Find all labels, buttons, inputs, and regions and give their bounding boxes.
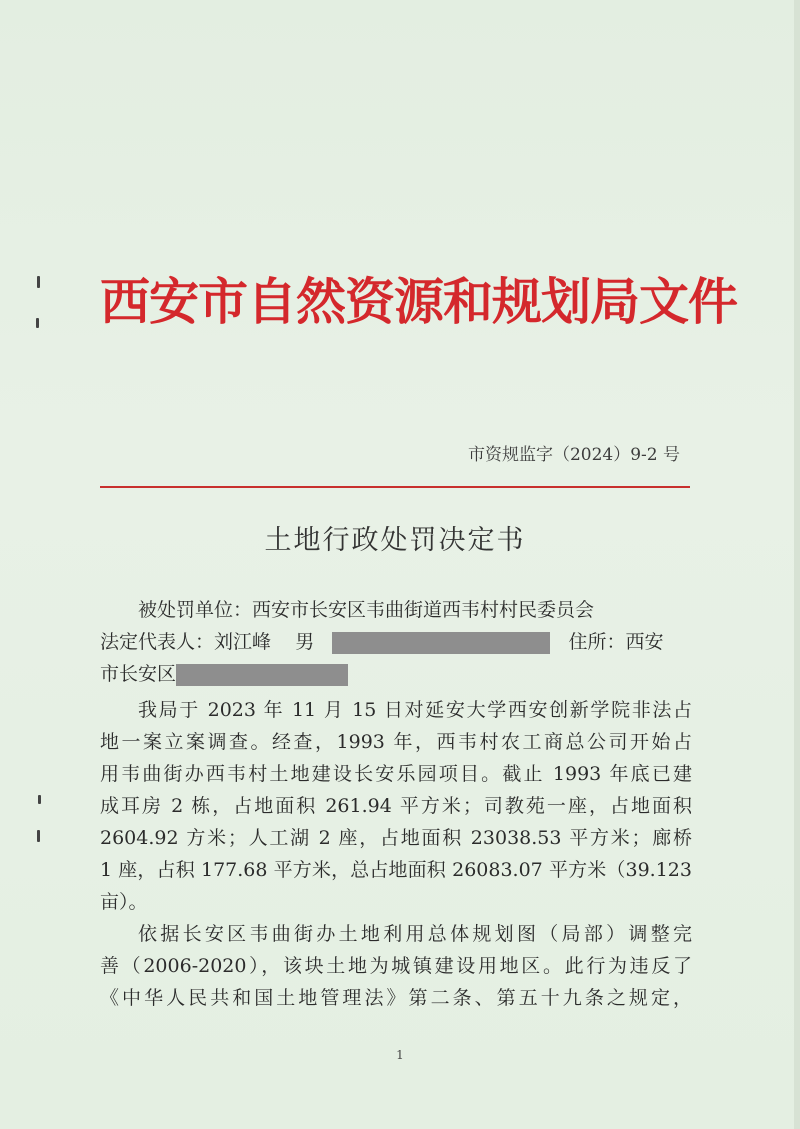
address-label: 住所： (568, 631, 626, 653)
address-line (100, 658, 692, 690)
document-number: 市资规监字（2024）9-2 号 (467, 445, 680, 465)
paragraph-line: 地一案立案调查。经查，1993 年，西韦村农工商总公司开始占 (100, 731, 692, 753)
paragraph-line: 我局于 2023 年 11 月 15 日对延安大学西安创新学院非法占 (138, 699, 692, 721)
red-divider (100, 486, 690, 488)
binding-mark (37, 830, 40, 842)
paragraph-line: 1 座，占积 177.68 平方米，总占地面积 26083.07 平方米（39.123 (100, 859, 692, 881)
binding-mark (38, 795, 41, 804)
address-cont: 市长安区 (100, 663, 177, 685)
binding-mark (37, 276, 40, 288)
document-title: 土地行政处罚决定书 (264, 525, 526, 556)
paragraph-line: 依据长安区韦曲街办土地利用总体规划图（局部）调整完 (138, 923, 692, 945)
paragraph-2 (100, 918, 692, 1014)
party-name: 西安市长安区韦曲街道西韦村村民委员会 (252, 599, 595, 621)
paragraph-line: 成耳房 2 栋，占地面积 261.94 平方米；司教苑一座，占地面积 (100, 795, 692, 817)
rep-name: 刘江峰 (214, 631, 272, 653)
party-line (100, 594, 692, 626)
rep-label: 法定代表人： (100, 631, 215, 653)
rep-gender: 男 (295, 631, 315, 653)
party-label: 被处罚单位： (138, 599, 253, 621)
paragraph-line: 《中华人民共和国土地管理法》第二条、第五十九条之规定， (100, 987, 692, 1009)
agency-title: 西安市自然资源和规划局文件 (100, 272, 737, 331)
paragraph-line: 亩）。 (100, 891, 148, 913)
paragraph-line: 善（2006-2020），该块土地为城镇建设用地区。此行为违反了 (100, 955, 692, 977)
rep-line (100, 626, 692, 658)
binding-mark (36, 318, 39, 328)
party-block (100, 594, 692, 690)
page-number: 1 (396, 1048, 404, 1062)
redaction-block (176, 664, 348, 686)
address-start: 西安 (625, 631, 664, 653)
paragraph-line: 用韦曲街办西韦村土地建设长安乐园项目。截止 1993 年底已建 (100, 763, 692, 785)
page-edge (794, 0, 800, 1129)
paragraph-1 (100, 694, 692, 918)
paragraph-line: 2604.92 方米；人工湖 2 座，占地面积 23038.53 平方米；廊桥 (100, 827, 692, 849)
redaction-block (332, 632, 550, 654)
